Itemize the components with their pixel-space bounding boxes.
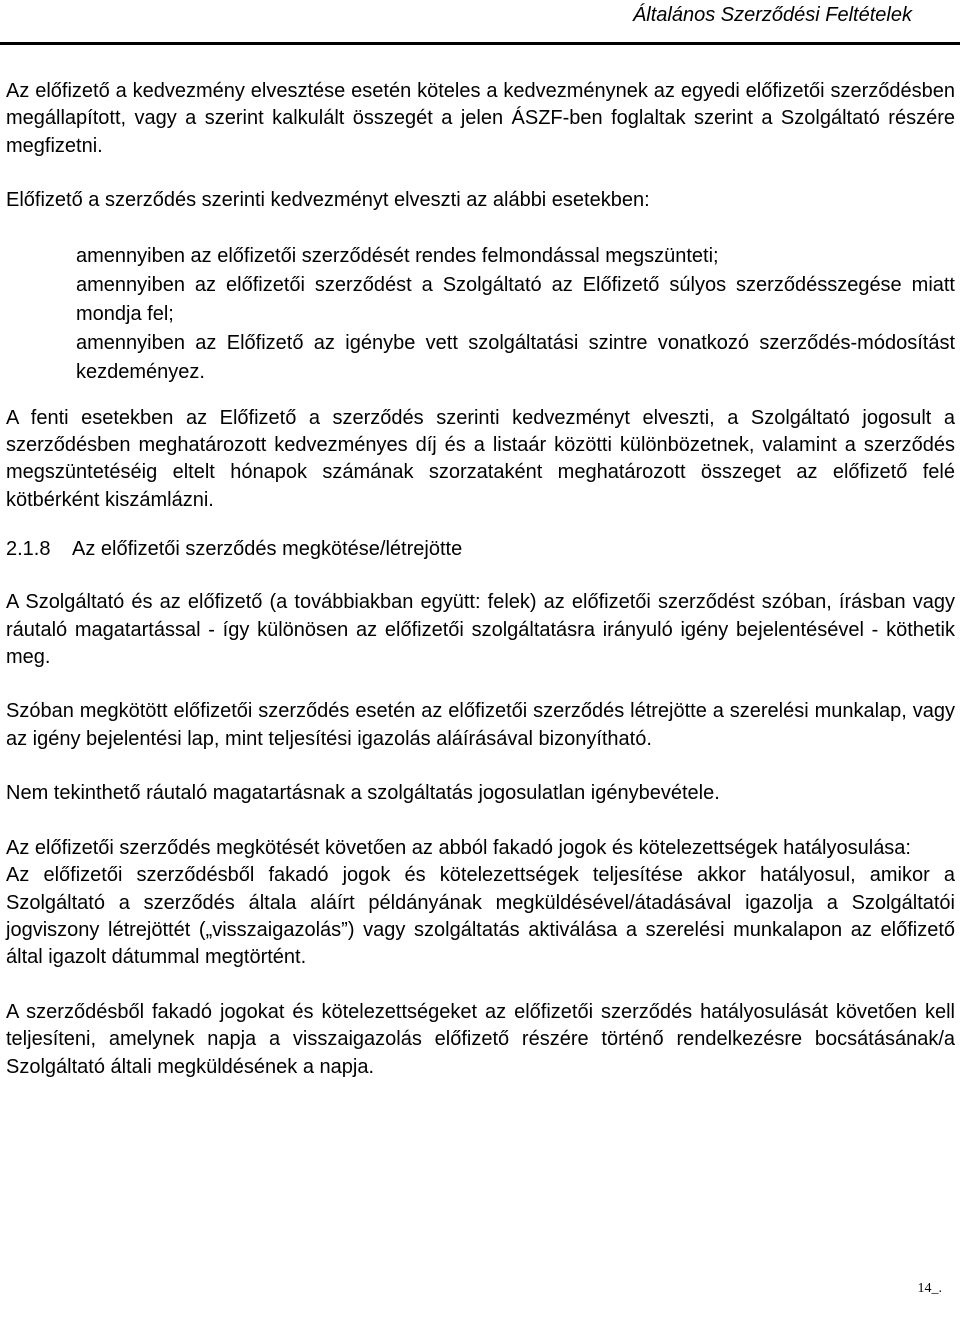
discount-loss-list [6, 242, 955, 387]
paragraph-discount-loss-intro: Előfizető a szerződés szerinti kedvezményt elveszti az alábbi esetekben: [6, 189, 650, 212]
section-heading [6, 536, 955, 563]
paragraph-discount-repayment: Az előfizető a kedvezmény elvesztése esetén köteles a kedvezménynek az egyedi előfizetői szerződésben megállapított, vagy a szerint kalkulált összegét a jelen ÁSZF-ben foglaltak szerint a Szolgáltató részére megfizetni. [6, 80, 955, 157]
paragraph-effectiveness: Az előfizetői szerződésből fakadó jogok és kötelezettségek teljesítése akkor hatályosul, amikor a Szolgáltató a szerződés általa aláírt példányának megküldésével/átadásával igazolja a Szolgáltatói jogviszony létrejöttét („visszaigazolás”) vagy szolgáltatás aktiválása a szerelési munkalapon az előfizető által igazolt dátummal megtörtént. [6, 864, 955, 969]
paragraph-oral-contract: Szóban megkötött előfizetői szerződés esetén az előfizetői szerződés létrejötte a szerelési munkalap, vagy az igény bejelentési lap, mint teljesítési igazolás aláírásával bizonyítható. [6, 700, 955, 750]
list-item: amennyiben az előfizetői szerződését rendes felmondással megszünteti; [76, 244, 719, 267]
list-item: amennyiben az előfizetői szerződést a Szolgáltató az Előfizető súlyos szerződésszegése miatt mondja fel; [76, 273, 955, 325]
document-body [6, 78, 955, 1081]
list-item: amennyiben az Előfizető az igénybe vett szolgáltatási szintre vonatkozó szerződés-módosítást kezdeményez. [76, 331, 955, 383]
section-title: Az előfizetői szerződés megkötése/létrejötte [72, 538, 463, 561]
paragraph-effectiveness-intro: Az előfizetői szerződés megkötését követően az abból fakadó jogok és kötelezettségek hatályosulása: [6, 836, 911, 859]
paragraph-penalty: A fenti esetekben az Előfizető a szerződés szerinti kedvezményt elveszti, a Szolgáltató jogosult a szerződésben meghatározott kedvezményes díj és a listaár közötti különbözetnek, valamint a szerződés megszüntetéséig eltelt hónapok számának szorzataként meghatározott összeget az előfizető felé kötbérként kiszámlázni. [6, 406, 955, 511]
section-number: 2.1.8 [6, 538, 51, 561]
page-number: 14_. [917, 1281, 942, 1296]
paragraph-unauthorized-use: Nem tekinthető ráutaló magatartásnak a szolgáltatás jogosulatlan igénybevétele. [6, 782, 720, 805]
paragraph-obligations: A szerződésből fakadó jogokat és kötelezettségeket az előfizetői szerződés hatályosulását követően kell teljesíteni, amelynek napja a visszaigazolás előfizető részére történő rendelkezésre bocsátásának/a Szolgáltató általi megküldésének a napja. [6, 1000, 955, 1078]
paragraph-contract-forms: A Szolgáltató és az előfizető (a továbbiakban együtt: felek) az előfizetői szerződést szóban, írásban vagy ráutaló magatartással - így különösen az előfizetői szolgáltatásra irányuló igény bejelentésével - köthetik meg. [6, 591, 955, 669]
header-rule [0, 42, 960, 45]
document-header-title: Általános Szerződési Feltételek [632, 4, 912, 26]
